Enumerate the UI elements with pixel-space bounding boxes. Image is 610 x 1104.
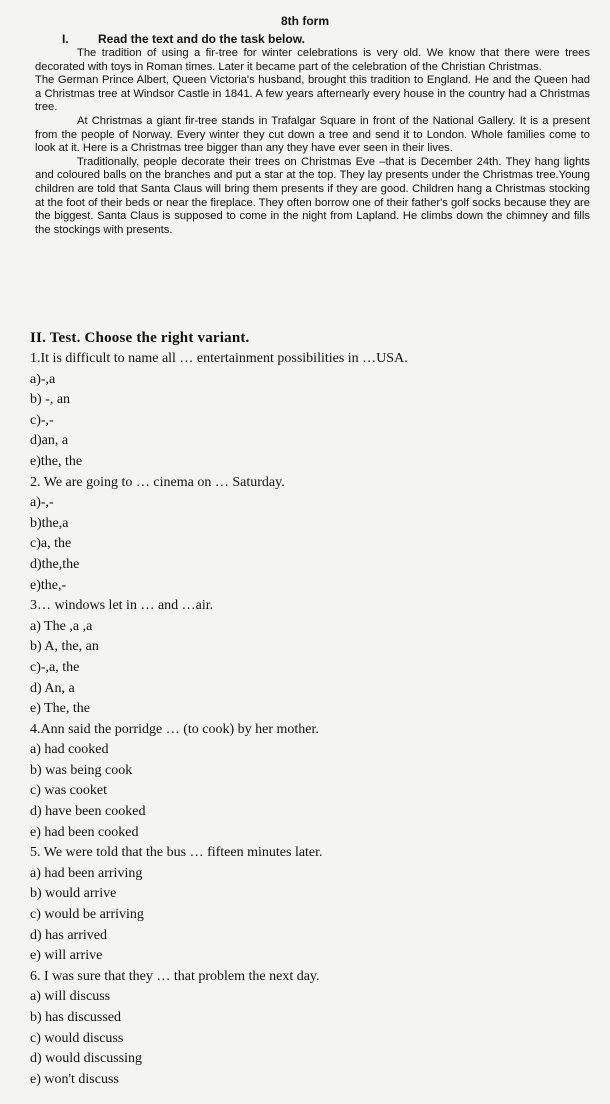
option: c) would discuss: [30, 1030, 124, 1046]
option: e) The, the: [30, 701, 90, 717]
paragraph: The German Prince Albert, Queen Victoria's husband, brought this tradition to England. He and the Queen had a Christmas tree at Windsor Castle in 1841. A few years afternearly every house in the country had a Christmas tree.: [35, 74, 590, 114]
option: c)-,a, the: [30, 659, 80, 675]
option: a) had cooked: [30, 742, 109, 758]
option: d) would discussing: [30, 1051, 142, 1067]
paragraph: The tradition of using a fir-tree for winter celebrations is very old. We know that there were trees decorated with toys in Roman times. Later it became part of the celebration of the Christian Christmas.: [35, 47, 590, 73]
option: e)the,-: [30, 577, 67, 593]
form-label: [0, 14, 610, 28]
question-text: 4.Ann said the porridge … (to cook) by her mother.: [30, 721, 319, 737]
option: a)-,-: [30, 495, 54, 511]
option: d) An, a: [30, 680, 75, 696]
section1-title: Read the text and do the task below.: [98, 32, 305, 46]
option: b) was being cook: [30, 762, 133, 778]
option: c) was cooket: [30, 783, 107, 799]
question-1: [30, 349, 590, 473]
option: d)an, a: [30, 433, 69, 449]
reading-text: [35, 47, 590, 237]
option: a) The ,a ,a: [30, 618, 93, 634]
option: d) have been cooked: [30, 804, 146, 820]
question-5: [30, 843, 590, 967]
option: e) will arrive: [30, 948, 103, 964]
option: a) had been arriving: [30, 865, 143, 881]
option: d) has arrived: [30, 927, 107, 943]
option: b) -, an: [30, 392, 71, 408]
option: c) would be arriving: [30, 907, 144, 923]
option: c)a, the: [30, 536, 72, 552]
option: a) will discuss: [30, 989, 111, 1005]
option: b) has discussed: [30, 1010, 121, 1025]
option: b)the,a: [30, 515, 69, 531]
option: d)the,the: [30, 556, 80, 572]
paragraph: At Christmas a giant fir-tree stands in Trafalgar Square in front of the National Gallery. It is a present from the people of Norway. Every winter they cut down a tree and send it to London. Whole families come to look at it. Here is a Christmas tree bigger than any they have ever seen in their lives.: [35, 114, 590, 155]
option: b) would arrive: [30, 886, 117, 902]
section1-heading: [62, 32, 305, 46]
option: e) had been cooked: [30, 824, 139, 840]
option: b) A, the, an: [30, 639, 99, 655]
option: a)-,a: [30, 371, 56, 387]
option: e)the, the: [30, 453, 83, 469]
option: e) won't discuss: [30, 1071, 119, 1087]
option: c)-,-: [30, 412, 54, 428]
form-label-text: 8th form: [281, 14, 329, 28]
question-text: 6. I was sure that they … that problem the next day.: [30, 968, 320, 984]
question-text: 2. We are going to … cinema on … Saturday.: [30, 474, 285, 490]
question-4: [30, 720, 590, 844]
test-heading: II. Test. Choose the right variant.: [30, 330, 250, 346]
question-6: [30, 967, 590, 1091]
section1-number: I.: [62, 32, 69, 46]
question-text: 5. We were told that the bus … fifteen minutes later.: [30, 845, 323, 861]
test-section: [30, 328, 590, 1090]
paragraph: Traditionally, people decorate their trees on Christmas Eve –that is December 24th. They hang lights and coloured balls on the branches and put a star at the top. They lay presents under the Christmas tree.Young children are told that Santa Claus will bring them presents if they are good. Children hang a Christmas stocking at the foot of their beds or near the fireplace. They often borrow one of their father's golf socks because they are the biggest. Santa Claus is supposed to come in the night from Lapland. He climbs down the chimney and fills the stockings with presents.: [35, 155, 590, 236]
question-2: [30, 473, 590, 597]
question-3: [30, 596, 590, 720]
question-text: 3… windows let in … and …air.: [30, 598, 214, 614]
question-text: 1.It is difficult to name all … entertainment possibilities in …USA.: [30, 351, 408, 366]
